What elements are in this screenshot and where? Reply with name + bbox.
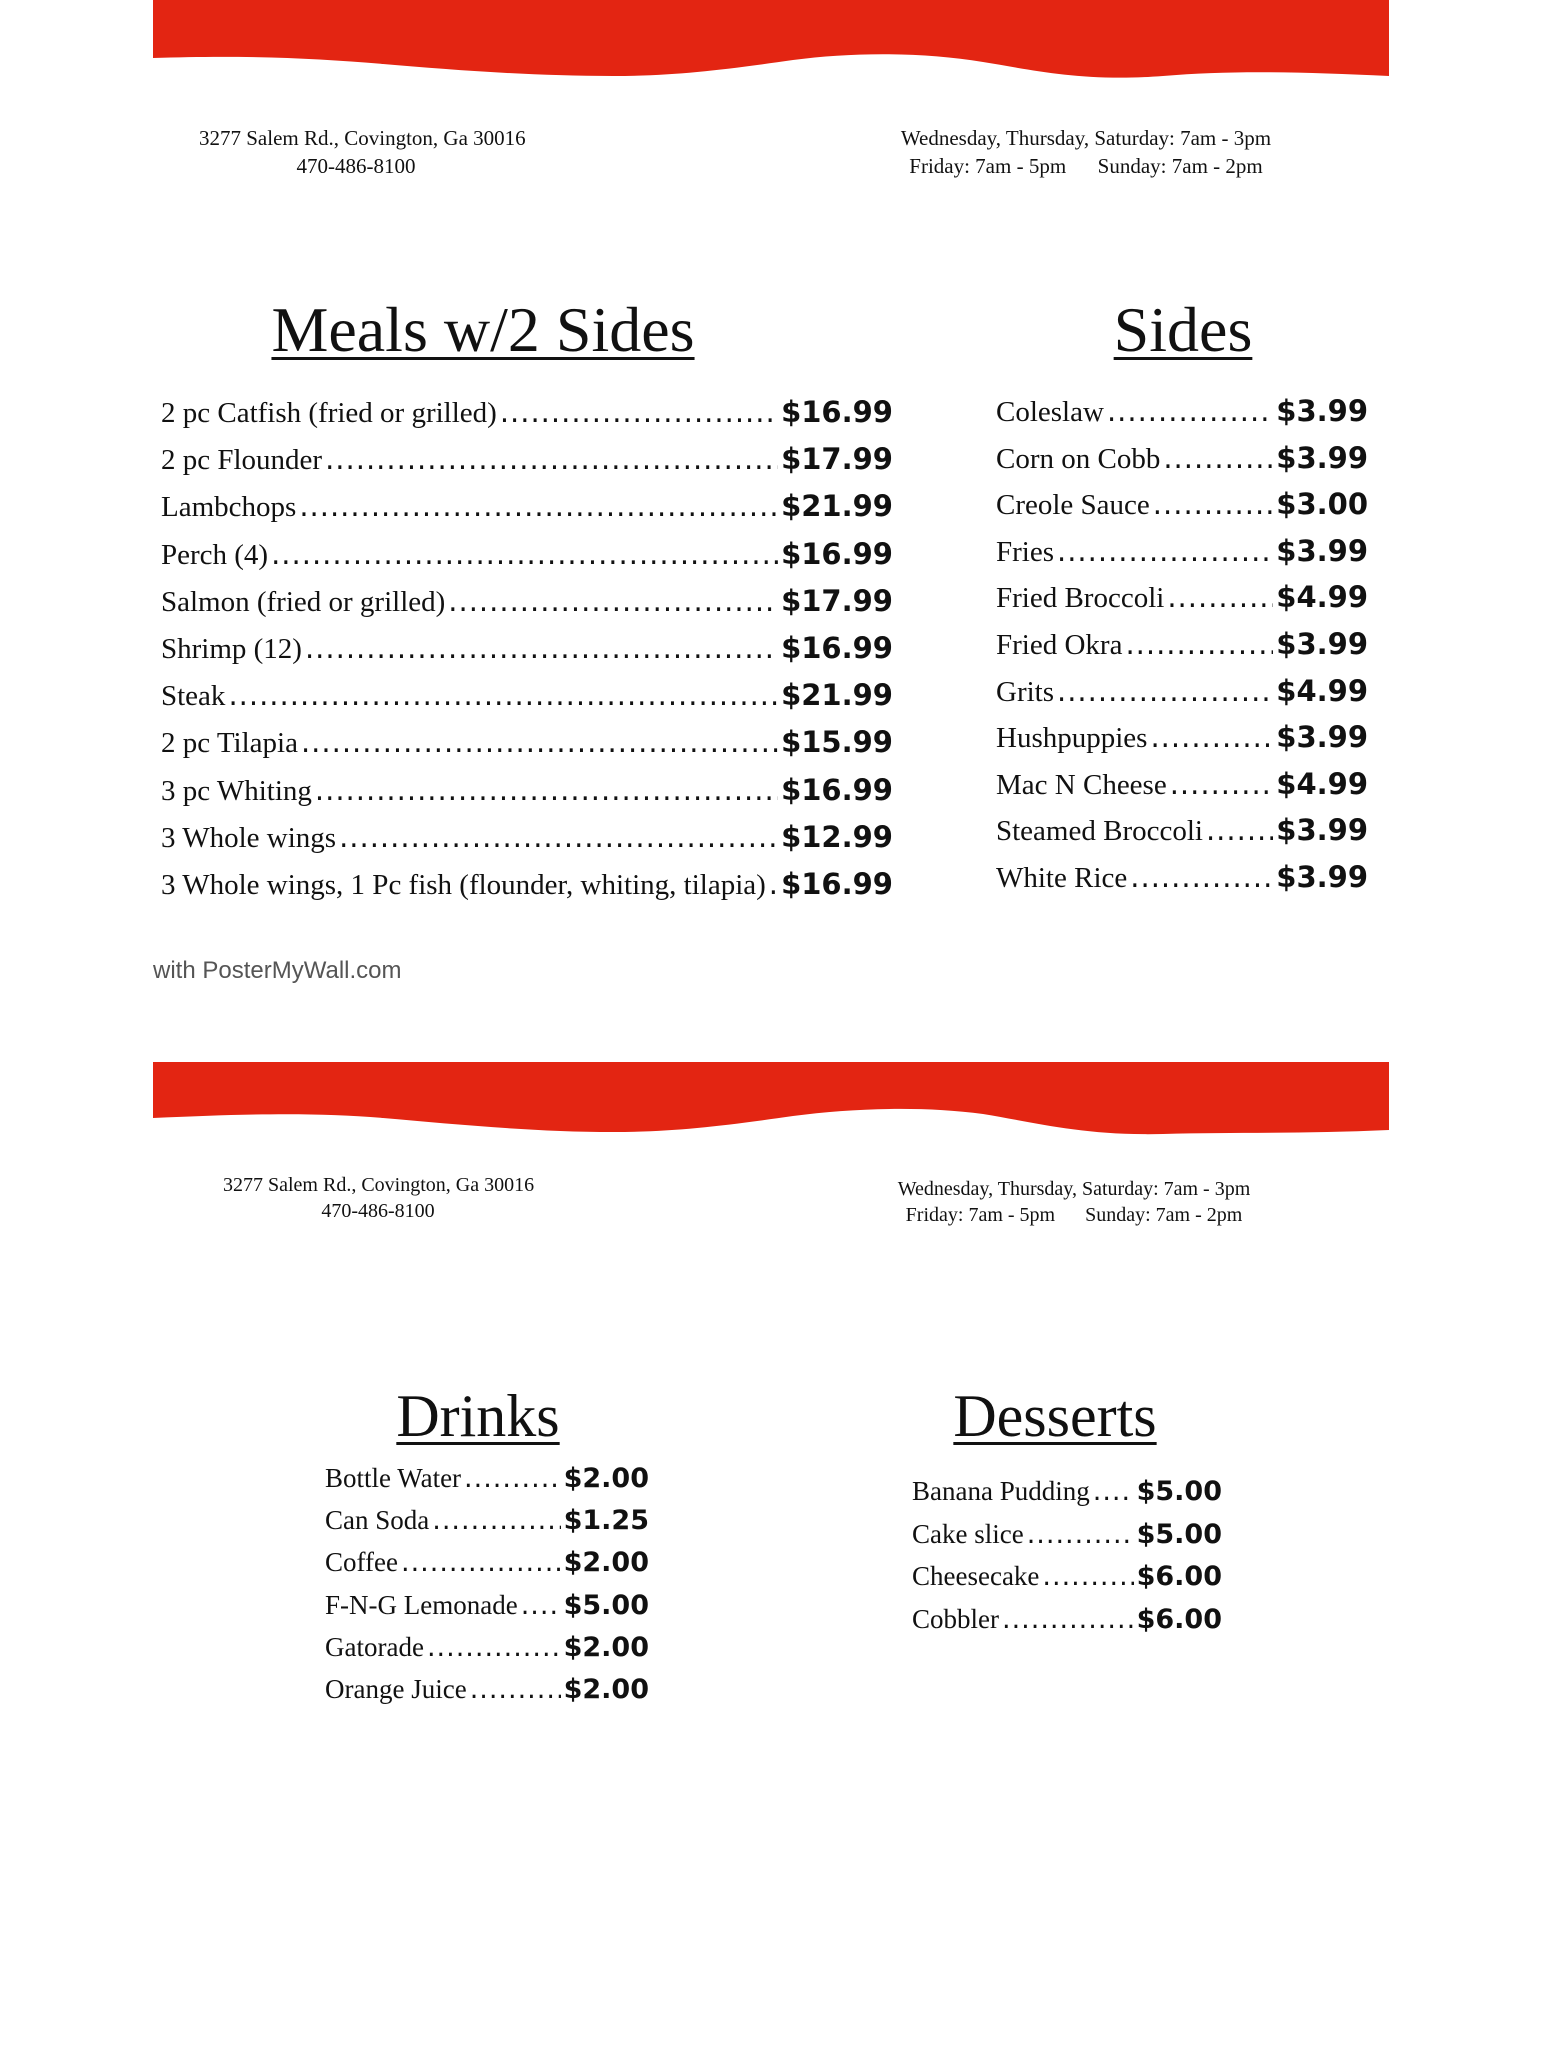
menu-item-name: Creole Sauce <box>996 489 1150 522</box>
menu-item-price: $17.99 <box>781 442 893 477</box>
menu-item <box>996 574 1368 621</box>
menu-item <box>996 714 1368 761</box>
menu-item <box>912 1555 1222 1598</box>
menu-item <box>161 483 893 530</box>
menu-item <box>325 1668 649 1710</box>
menu-item <box>161 389 893 436</box>
menu-item-price: $3.99 <box>1276 440 1368 475</box>
menu-item <box>996 435 1368 482</box>
menu-item-name: Shrimp (12) <box>161 632 302 665</box>
menu-item-name: Steak <box>161 680 226 713</box>
menu-item <box>912 1470 1222 1513</box>
dot-leader <box>1167 574 1273 621</box>
menu-item-name: 3 Whole wings, 1 Pc fish (flounder, whiting, tilapia) <box>161 868 766 901</box>
menu-item-price: $4.99 <box>1276 673 1368 708</box>
menu-item-name: Grits <box>996 675 1054 708</box>
menu-item-price: $3.99 <box>1276 533 1368 568</box>
menu-item-name: Mac N Cheese <box>996 768 1167 801</box>
menu-item-name: F-N-G Lemonade <box>325 1589 518 1620</box>
dot-leader <box>1153 481 1273 528</box>
hours-line-2: Friday: 7am - 5pm Sunday: 7am - 2pm <box>905 1204 1243 1226</box>
dot-leader <box>299 483 778 530</box>
menu-item-name: Fried Broccoli <box>996 582 1165 615</box>
menu-item-price: $2.00 <box>563 1547 649 1579</box>
menu-item <box>161 436 893 483</box>
menu-item <box>325 1584 649 1626</box>
menu-item-name: Perch (4) <box>161 538 269 571</box>
meals-heading: Meals w/2 Sides <box>271 294 695 365</box>
address-line: 3277 Salem Rd., Covington, Ga 30016 <box>223 1174 535 1196</box>
menu-item <box>912 1513 1222 1556</box>
phone-line: 470-486-8100 <box>321 1200 435 1222</box>
dot-leader <box>1002 1599 1134 1642</box>
dot-leader <box>401 1542 561 1584</box>
dot-leader <box>301 719 778 766</box>
desserts-heading: Desserts <box>953 1383 1157 1449</box>
menu-item-name: 3 Whole wings <box>161 821 337 854</box>
hours-block <box>886 124 1286 180</box>
menu-item-price: $3.00 <box>1276 487 1368 522</box>
menu-item-name: 2 pc Flounder <box>161 444 323 477</box>
menu-item <box>996 807 1368 854</box>
menu-item-price: $3.99 <box>1276 626 1368 661</box>
menu-item <box>325 1499 649 1541</box>
menu-item-price: $21.99 <box>781 489 893 524</box>
dot-leader <box>1027 1514 1134 1557</box>
address-line: 3277 Salem Rd., Covington, Ga 30016 <box>199 126 526 150</box>
dot-leader <box>271 531 778 578</box>
watermark: with PosterMyWall.com <box>153 957 402 984</box>
dot-leader <box>1125 621 1273 668</box>
drinks-list <box>325 1457 649 1710</box>
hours-block <box>889 1176 1259 1228</box>
menu-item-price: $1.25 <box>563 1505 649 1537</box>
address-block <box>199 124 526 180</box>
menu-item-price: $17.99 <box>781 583 893 618</box>
dot-leader <box>1170 761 1274 808</box>
menu-item <box>325 1457 649 1499</box>
menu-item-name: Steamed Broccoli <box>996 815 1203 848</box>
dot-leader <box>432 1500 560 1542</box>
menu-item <box>161 672 893 719</box>
menu-item-name: Coleslaw <box>996 396 1104 428</box>
menu-item-name: Orange Juice <box>325 1673 467 1704</box>
menu-item-price: $15.99 <box>781 725 893 760</box>
menu-item-price: $2.00 <box>563 1631 649 1663</box>
menu-item-price: $21.99 <box>781 678 893 713</box>
menu-item <box>161 767 893 814</box>
menu-item-price: $6.00 <box>1136 1603 1222 1635</box>
hours-line-2: Friday: 7am - 5pm Sunday: 7am - 2pm <box>909 154 1263 178</box>
menu-item-price: $12.99 <box>781 819 893 854</box>
dot-leader <box>500 389 778 436</box>
dot-leader <box>339 814 778 861</box>
menu-item-name: Gatorade <box>325 1631 424 1662</box>
menu-item-name: Lambchops <box>161 491 297 524</box>
hours-line-1: Wednesday, Thursday, Saturday: 7am - 3pm <box>897 1178 1251 1200</box>
dot-leader <box>1107 388 1273 435</box>
menu-item <box>996 854 1368 901</box>
dot-leader <box>1042 1556 1133 1599</box>
menu-item-name: Salmon (fried or grilled) <box>161 585 446 618</box>
dot-leader <box>1057 668 1273 715</box>
menu-item-price: $3.99 <box>1276 859 1368 894</box>
wave-shape <box>153 1062 1389 1134</box>
menu-item-name: Fried Okra <box>996 628 1123 661</box>
menu-item-name: Cake slice <box>912 1518 1024 1549</box>
menu-item-name: Hushpuppies <box>996 722 1148 755</box>
dot-leader <box>464 1458 561 1500</box>
menu-item <box>996 761 1368 808</box>
dot-leader <box>1206 807 1273 854</box>
menu-item-price: $5.00 <box>1136 1518 1222 1550</box>
dot-leader <box>1163 435 1273 482</box>
dot-leader <box>315 767 778 814</box>
desserts-list <box>912 1470 1222 1640</box>
hours-line-1: Wednesday, Thursday, Saturday: 7am - 3pm <box>900 126 1272 150</box>
menu-item-price: $3.99 <box>1276 394 1368 428</box>
menu-item-name: 3 pc Whiting <box>161 774 312 807</box>
menu-item-price: $6.00 <box>1136 1561 1222 1592</box>
menu-item-name: Can Soda <box>325 1505 430 1536</box>
dot-leader <box>448 578 778 625</box>
sides-list <box>996 388 1368 901</box>
menu-item-name: Fries <box>996 535 1054 568</box>
dot-leader <box>305 625 778 672</box>
menu-item <box>996 481 1368 528</box>
menu-item <box>996 388 1368 435</box>
dot-leader <box>325 436 778 483</box>
menu-item-name: Banana Pudding <box>912 1476 1090 1506</box>
phone-line: 470-486-8100 <box>296 154 416 178</box>
menu-item <box>161 814 893 861</box>
dot-leader <box>1150 714 1273 761</box>
menu-item <box>161 578 893 625</box>
red-wave-banner <box>153 0 1389 90</box>
menu-item-price: $16.99 <box>781 866 893 901</box>
dot-leader <box>1057 528 1273 575</box>
dot-leader <box>521 1585 561 1627</box>
menu-item-price: $3.99 <box>1276 813 1368 848</box>
menu-page-top <box>153 0 1389 1000</box>
address-block <box>223 1172 533 1224</box>
menu-item-price: $16.99 <box>781 536 893 571</box>
menu-item <box>161 719 893 766</box>
menu-item-price: $4.99 <box>1276 580 1368 615</box>
menu-item-name: 2 pc Catfish (fried or grilled) <box>161 397 497 429</box>
meals-list <box>161 389 893 908</box>
menu-item-price: $4.99 <box>1276 766 1368 801</box>
menu-item <box>996 668 1368 715</box>
sides-heading: Sides <box>1113 294 1253 365</box>
menu-item-name: Bottle Water <box>325 1463 462 1493</box>
menu-item-price: $16.99 <box>781 630 893 665</box>
menu-item <box>912 1598 1222 1641</box>
dot-leader <box>427 1627 561 1669</box>
menu-item-name: Coffee <box>325 1547 398 1578</box>
menu-item-price: $5.00 <box>563 1589 649 1621</box>
drinks-heading: Drinks <box>396 1383 560 1449</box>
menu-item-price: $2.00 <box>563 1673 649 1705</box>
menu-item-name: Cobbler <box>912 1603 999 1634</box>
menu-item <box>161 625 893 672</box>
dot-leader <box>228 672 778 719</box>
menu-item <box>996 621 1368 668</box>
red-wave-banner <box>153 1062 1389 1152</box>
menu-item-price: $5.00 <box>1136 1476 1222 1507</box>
menu-item <box>325 1626 649 1668</box>
dot-leader <box>769 861 778 908</box>
menu-page-bottom <box>153 1062 1389 2062</box>
menu-item <box>996 528 1368 575</box>
dot-leader <box>1130 854 1273 901</box>
menu-item <box>325 1541 649 1583</box>
menu-item <box>161 531 893 578</box>
menu-item-price: $16.99 <box>781 395 893 429</box>
menu-item-price: $2.00 <box>563 1463 649 1494</box>
menu-item-price: $16.99 <box>781 772 893 807</box>
menu-item-price: $3.99 <box>1276 720 1368 755</box>
wave-shape <box>153 0 1389 78</box>
dot-leader <box>1093 1471 1134 1514</box>
menu-item <box>161 861 893 908</box>
menu-item-name: 2 pc Tilapia <box>161 727 298 760</box>
dot-leader <box>470 1669 561 1711</box>
menu-item-name: Cheesecake <box>912 1561 1040 1591</box>
menu-item-name: Corn on Cobb <box>996 442 1161 475</box>
menu-item-name: White Rice <box>996 861 1128 894</box>
